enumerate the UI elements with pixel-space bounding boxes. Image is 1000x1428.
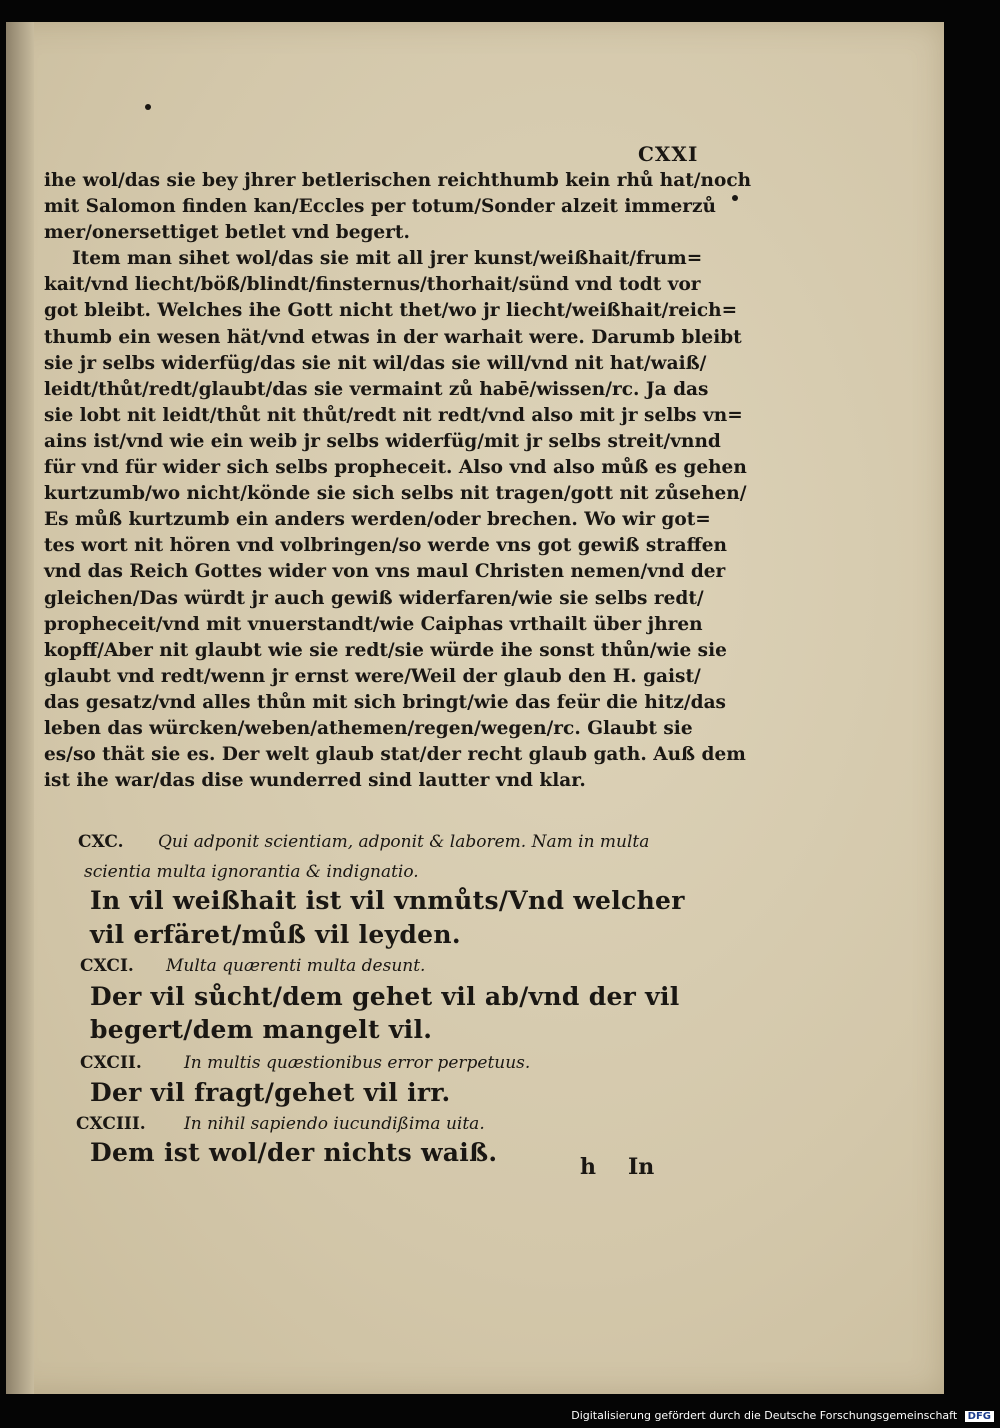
proverb-latin-line: scientia multa ignorantia & indignatio. <box>84 862 419 882</box>
proverb-latin-line: Qui adponit scientiam, adponit & laborem. Nam in multa <box>158 832 650 852</box>
proverb-german-line: Dem ist wol/der nichts waiß. <box>90 1138 498 1167</box>
text-line: leben das würcken/weben/athemen/regen/wegen/rc. Glaubt sie <box>44 717 693 739</box>
text-line: Es můß kurtzumb ein anders werden/oder brechen. Wo wir got= <box>44 509 711 531</box>
proverb-latin-line: In nihil sapiendo iucundißima uita. <box>184 1114 485 1134</box>
text-line: mer/onersettiget betlet vnd begert. <box>44 222 410 244</box>
footer-text: Digitalisierung gefördert durch die Deutsche Forschungsgemeinschaft <box>571 1409 958 1422</box>
proverb-german-line: vil erfäret/můß vil leyden. <box>90 920 461 949</box>
main-text-block <box>44 168 752 794</box>
text-line: sie jr selbs widerfüg/das sie nit wil/das sie will/vnd nit hat/waiß/ <box>44 352 707 374</box>
text-line: thumb ein wesen hät/vnd etwas in der warhait were. Darumb bleibt <box>44 326 742 348</box>
footer-credit <box>571 1409 994 1422</box>
text-line: propheceit/vnd mit vnuerstandt/wie Caiphas vrthailt über jhren <box>44 613 703 635</box>
ink-speck <box>145 104 151 110</box>
proverb-number: CXCIII. <box>76 1114 146 1134</box>
proverb-german-line: Der vil sůcht/dem gehet vil ab/vnd der vil <box>90 982 680 1011</box>
text-line: kurtzumb/wo nicht/könde sie sich selbs nit tragen/gott nit zůsehen/ <box>44 483 747 505</box>
proverb-latin-line: Multa quærenti multa desunt. <box>166 956 426 976</box>
proverb-latin-line: In multis quæstionibus error perpetuus. <box>184 1053 531 1073</box>
text-line: kopff/Aber nit glaubt wie sie redt/sie würde ihe sonst thůn/wie sie <box>44 639 727 661</box>
folio-number: CXXI <box>638 142 699 166</box>
text-line: glaubt vnd redt/wenn jr ernst were/Weil der glaub den H. gaist/ <box>44 665 701 687</box>
dfg-logo: DFG <box>965 1411 994 1422</box>
page-gutter-shadow <box>6 22 34 1394</box>
proverb-german-line: begert/dem mangelt vil. <box>90 1015 433 1044</box>
proverb-number: CXCII. <box>80 1053 142 1073</box>
proverb-number: CXCI. <box>80 956 134 976</box>
text-line: mit Salomon finden kan/Eccles per totum/Sonder alzeit immerzů <box>44 196 717 218</box>
text-line: kait/vnd liecht/böß/blindt/finsternus/thorhait/sünd vnd todt vor <box>44 274 701 296</box>
text-line: ist ihe war/das dise wunderred sind lautter vnd klar. <box>44 770 586 792</box>
proverb-number: CXC. <box>78 832 124 852</box>
text-line: ains ist/vnd wie ein weib jr selbs widerfüg/mit jr selbs streit/vnnd <box>44 430 721 452</box>
text-line: got bleibt. Welches ihe Gott nicht thet/wo jr liecht/weißhait/reich= <box>44 300 738 322</box>
catchword: In <box>628 1154 655 1180</box>
text-line: gleichen/Das würdt jr auch gewiß widerfaren/wie sie selbs redt/ <box>44 587 704 609</box>
text-line: das gesatz/vnd alles thůn mit sich bringt/wie das feür die hitz/das <box>44 691 726 713</box>
proverb-german-line: In vil weißhait ist vil vnmůts/Vnd welcher <box>90 886 685 915</box>
text-line: es/so thät sie es. Der welt glaub stat/der recht glaub gath. Auß dem <box>44 744 746 766</box>
text-line: sie lobt nit leidt/thůt nit thůt/redt nit redt/vnd also mit jr selbs vn= <box>44 404 743 426</box>
text-line: Item man sihet wol/das sie mit all jrer kunst/weißhait/frum= <box>72 248 703 270</box>
ink-speck <box>732 195 738 201</box>
text-line: vnd das Reich Gottes wider von vns maul Christen nemen/vnd der <box>44 561 726 583</box>
text-line: tes wort nit hören vnd volbringen/so werde vns got gewiß straffen <box>44 535 727 557</box>
text-line: ihe wol/das sie bey jhrer betlerischen reichthumb kein rhů hat/noch <box>44 170 752 191</box>
text-line: für vnd für wider sich selbs propheceit. Also vnd also můß es gehen <box>44 457 747 479</box>
text-line: leidt/thůt/redt/glaubt/das sie vermaint zů habē/wissen/rc. Ja das <box>44 378 709 400</box>
book-page <box>6 22 944 1394</box>
signature-mark: h <box>580 1154 596 1180</box>
proverb-german-line: Der vil fragt/gehet vil irr. <box>90 1078 451 1107</box>
